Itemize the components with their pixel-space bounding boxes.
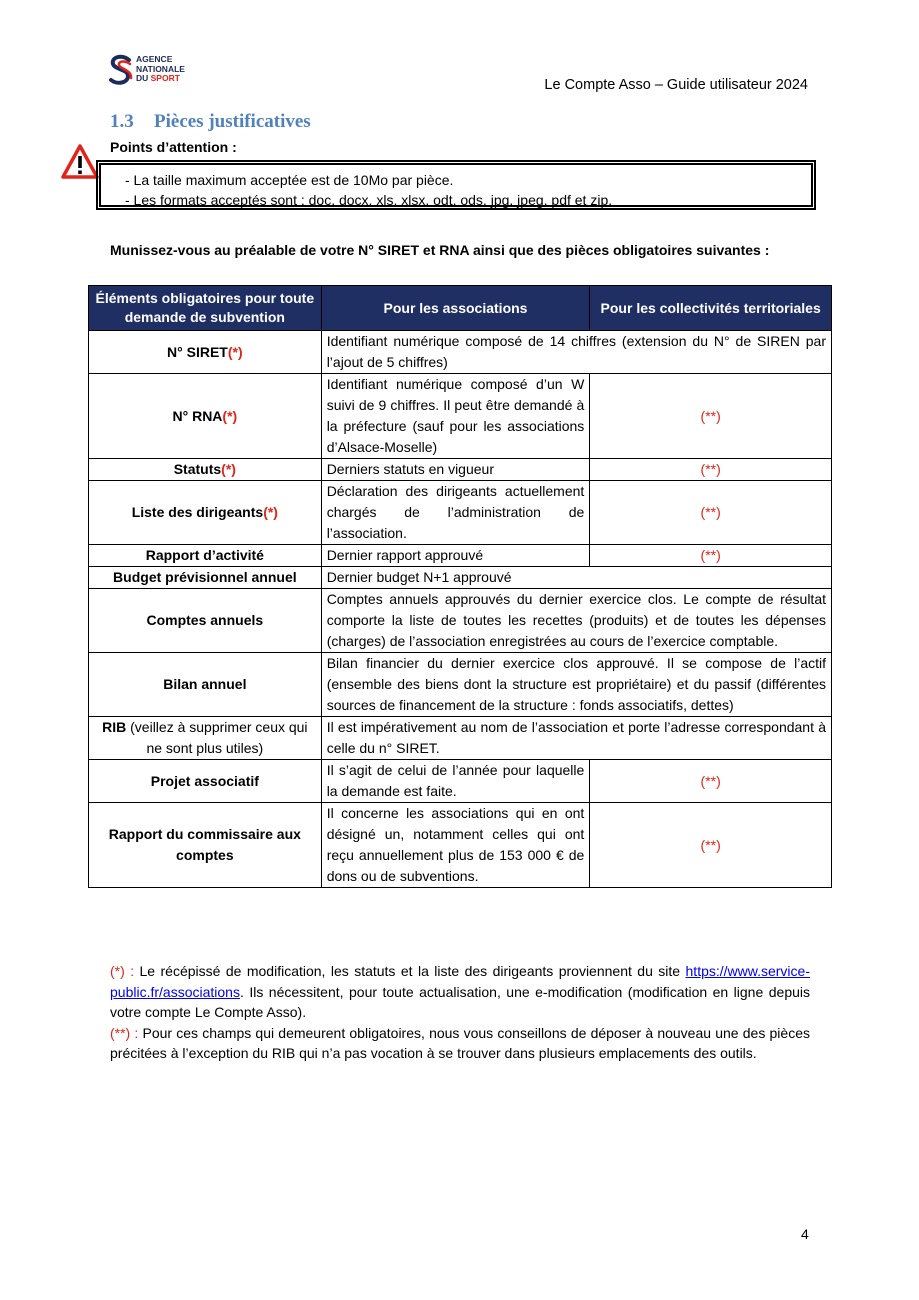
row-label: Rapport du commissaire aux comptes — [89, 803, 322, 888]
row-label: Rapport d’activité — [89, 545, 322, 567]
row-label: Budget prévisionnel annuel — [89, 567, 322, 589]
row-description: Dernier budget N+1 approuvé — [321, 567, 831, 589]
table-header-row — [89, 286, 832, 331]
attention-line: - La taille maximum acceptée est de 10Mo par pièce. — [125, 172, 454, 188]
table-row — [89, 653, 832, 717]
row-description: Il s’agit de celui de l’année pour laquelle la demande est faite. — [321, 760, 590, 803]
footnote-1: (*) : Le récépissé de modification, les statuts et la liste des dirigeants proviennent du site https://www.service-public.fr/associations. Ils nécessitent, pour toute actualisation, une e-modification (modification en ligne depuis votre compte Le Compte Asso). — [110, 963, 810, 1020]
ans-logo-icon — [108, 54, 134, 88]
row-description: Dernier rapport approuvé — [321, 545, 590, 567]
row-collectivites: (**) — [590, 545, 832, 567]
row-description: Il concerne les associations qui en ont désigné un, notamment celles qui ont reçu annuellement plus de 153 000 € de dons ou de subventions. — [321, 803, 590, 888]
intro-text: Munissez-vous au préalable de votre N° SIRET et RNA ainsi que des pièces obligatoires suivantes : — [110, 242, 770, 258]
table-row — [89, 374, 832, 459]
row-collectivites: (**) — [590, 760, 832, 803]
row-description: Bilan financier du dernier exercice clos approuvé. Il se compose de l’actif (ensemble des biens dont la structure est propriétaire) et du passif (différentes sources de financement de la structure : fonds associatifs, dettes) — [321, 653, 831, 717]
table-row — [89, 760, 832, 803]
row-label: Statuts(*) — [89, 459, 322, 481]
attention-line: - Les formats acceptés sont : doc, docx, xls, xlsx, odt, ods, jpg, jpeg, pdf et zip. — [125, 192, 613, 208]
section-title: Pièces justificatives — [154, 111, 311, 132]
logo-text: AGENCE NATIONALE DU SPORT — [136, 54, 185, 83]
row-collectivites: (**) — [590, 374, 832, 459]
table-row — [89, 545, 832, 567]
attention-box — [96, 160, 816, 210]
row-description: Il est impérativement au nom de l’association et porte l’adresse correspondant à celle du n° SIRET. — [321, 717, 831, 760]
table-row — [89, 717, 832, 760]
row-label: Bilan annuel — [89, 653, 322, 717]
page-number: 4 — [801, 1226, 809, 1242]
row-description: Déclaration des dirigeants actuellement chargés de l’administration de l’association. — [321, 481, 590, 545]
footnote-2: (**) : Pour ces champs qui demeurent obligatoires, nous vous conseillons de déposer à nouveau une des pièces précitées à l’exception du RIB qui n’a pas vocation à se trouver dans plusieurs emplacements des outils. — [110, 1024, 810, 1061]
section-number: 1.3 — [110, 111, 134, 132]
required-documents-table — [88, 285, 832, 888]
row-description: Derniers statuts en vigueur — [321, 459, 590, 481]
row-label: N° SIRET(*) — [89, 331, 322, 374]
row-collectivites: (**) — [590, 803, 832, 888]
table-row — [89, 331, 832, 374]
document-title: Le Compte Asso – Guide utilisateur 2024 — [544, 77, 808, 93]
attention-label: Points d’attention : — [110, 139, 237, 155]
column-header: Pour les associations — [321, 286, 590, 331]
table-row — [89, 459, 832, 481]
ans-logo — [108, 54, 208, 88]
section-heading — [110, 111, 311, 133]
row-label: Comptes annuels — [89, 589, 322, 653]
row-collectivites: (**) — [590, 481, 832, 545]
warning-icon — [60, 143, 100, 181]
row-description: Comptes annuels approuvés du dernier exercice clos. Le compte de résultat comporte la liste de toutes les recettes (produits) et de toutes les dépenses (charges) de l’association enregistrées au cours de l’exercice comptable. — [321, 589, 831, 653]
row-label: Liste des dirigeants(*) — [89, 481, 322, 545]
service-public-link[interactable]: https://www.service-public.fr/associations — [110, 963, 810, 1000]
row-description: Identifiant numérique composé de 14 chiffres (extension du N° de SIREN par l’ajout de 5 chiffres) — [321, 331, 831, 374]
row-label: N° RNA(*) — [89, 374, 322, 459]
table-row — [89, 481, 832, 545]
row-label: RIB (veillez à supprimer ceux qui ne sont plus utiles) — [89, 717, 322, 760]
footnotes — [110, 961, 810, 1064]
column-header: Pour les collectivités territoriales — [590, 286, 832, 331]
table-row — [89, 589, 832, 653]
row-collectivites: (**) — [590, 459, 832, 481]
table-row — [89, 567, 832, 589]
column-header: Éléments obligatoires pour toute demande de subvention — [89, 286, 322, 331]
row-description: Identifiant numérique composé d’un W suivi de 9 chiffres. Il peut être demandé à la préfecture (sauf pour les associations d’Alsace-Moselle) — [321, 374, 590, 459]
row-label: Projet associatif — [89, 760, 322, 803]
table-row — [89, 803, 832, 888]
